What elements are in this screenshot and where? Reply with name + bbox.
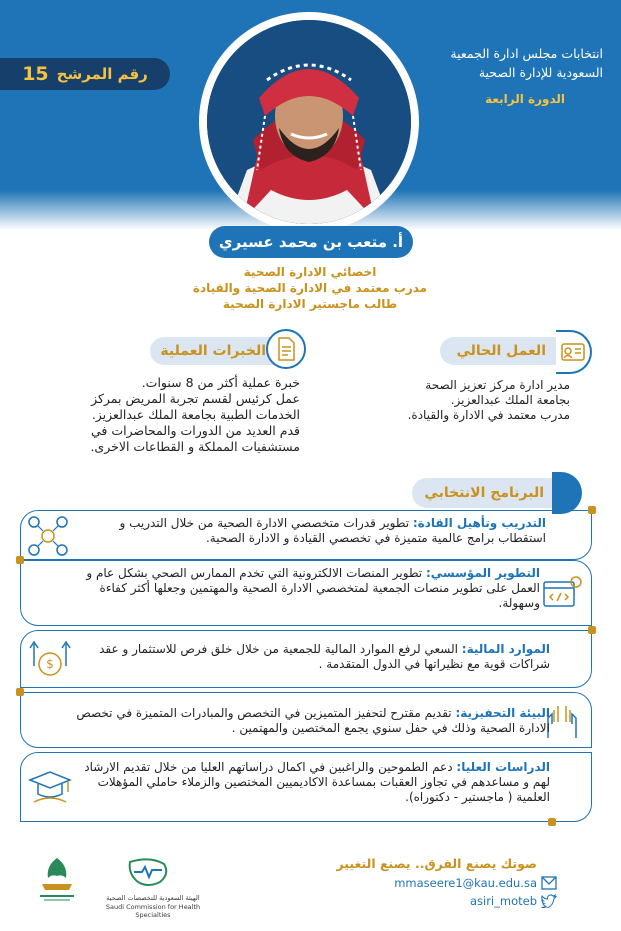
candidate-number-badge (0, 58, 170, 90)
current-work-line: مدرب معتمد في الادارة والقيادة. (407, 408, 570, 422)
svg-text:$: $ (46, 657, 54, 671)
experience-text (60, 375, 300, 455)
team-network-icon (24, 512, 72, 560)
current-work-line: بجامعة الملك عبدالعزيز. (450, 393, 570, 407)
program-item-body: تطوير المنصات الالكترونية التي تخدم الممارس الصحي بشكل عام و العمل على تطوير منصات الجمعية لمتخصصي الادارة الصحية والمهتمين وجعلها أكثر كفاءة وسهولة. (86, 566, 540, 610)
candidate-portrait (207, 20, 411, 224)
title-line: مدرب معتمد في الادارة الصحية والقيادة (192, 281, 428, 295)
program-item (20, 692, 592, 748)
scfhs-logo-english: Saudi Commission for Health Specialties (105, 903, 201, 919)
program-item (20, 560, 592, 626)
program-item-text (82, 760, 550, 805)
program-heading-accent (552, 472, 582, 514)
election-round: الدورة الرابعة (485, 92, 565, 106)
corner-marker (548, 818, 556, 826)
experience-line: عمل كرئيس لقسم تجربة المريض بمركز (91, 391, 300, 406)
association-logo (36, 856, 78, 902)
money-growth-icon (26, 634, 74, 682)
document-icon (266, 329, 306, 369)
program-item-text (90, 516, 546, 546)
title-line: طالب ماجستير الادارة الصحية (222, 297, 398, 311)
experience-heading: الخبرات العملية (150, 337, 280, 365)
scfhs-logo-arabic: الهيئة السعودية للتخصصات الصحية (106, 894, 200, 902)
program-item-body: تقديم مقترح لتحفيز المتميزين في التخصص والمبادرات المتميزة في تخصص الادارة الصحية وذلك في حفل سنوي يجمع المختصين والمهتمين . (76, 706, 550, 735)
current-work-heading: العمل الحالي (440, 337, 560, 365)
program-item-title: البيئة التحفيزية: (455, 706, 550, 720)
corner-marker (16, 688, 24, 696)
program-heading: البرنامج الانتخابي (412, 478, 562, 508)
candidate-titles (170, 264, 450, 312)
contact-twitter[interactable]: asiri_moteb (469, 894, 537, 908)
program-item-title: الدراسات العليا: (456, 760, 550, 774)
program-item-title: التدريب وتأهيل القادة: (412, 516, 546, 530)
experience-line: خبرة عملية أكثر من 8 سنوات. (141, 375, 300, 390)
program-item-title: التطوير المؤسسي: (425, 566, 540, 580)
experience-line: قدم العديد من الدورات والمحاضرات في (91, 423, 300, 438)
corner-marker (588, 506, 596, 514)
program-item-text (70, 706, 550, 736)
contact-email[interactable]: mmaseere1@kau.edu.sa (394, 876, 537, 890)
program-item-body: دعم الطموحين والراغبين في اكمال دراساتهم العليا من خلال تقديم الارشاد لهم و مساعدهم في تجاوز العقبات بمساعدة الاكاديميين المختصين والزملاء حاملي المؤهلات العلمية ( ماجستير - دكتوراه). (84, 760, 550, 804)
experience-line: مستشفيات المملكة و القطاعات الاخرى. (90, 439, 300, 454)
campaign-slogan: صوتك يصنع الفرق.. يصنع التغيير (336, 856, 537, 871)
current-work-line: مدير ادارة مركز تعزيز الصحة (425, 378, 570, 392)
twitter-icon (541, 894, 557, 908)
program-item (20, 630, 592, 688)
corner-marker (588, 626, 596, 634)
candidate-number: 15 (22, 63, 49, 85)
current-work-text (378, 378, 570, 423)
program-item-title: الموارد المالية: (461, 642, 550, 656)
portrait-illustration (207, 20, 411, 224)
election-title: انتخابات مجلس ادارة الجمعية السعودية للإدارة الصحية (450, 46, 603, 80)
code-settings-icon (538, 570, 586, 618)
program-item-body: السعي لرفع الموارد المالية للجمعية من خلال خلق فرص للاستثمار و عقد شراكات قوية مع نظيراتها في الدول المتقدمة . (99, 642, 550, 671)
program-item-body: تطوير قدرات متخصصي الادارة الصحية من خلال التدريب و استقطاب برامج عالمية متميزة في تخصصي القيادة و الادارة الصحية. (119, 516, 546, 545)
title-line: اخصائي الادارة الصحية (243, 265, 377, 279)
portrait-frame (199, 12, 419, 232)
program-item-text (90, 642, 550, 672)
graduation-cap-icon (26, 762, 74, 810)
program-item (20, 510, 592, 560)
candidate-name: أ. متعب بن محمد عسيري (209, 226, 413, 258)
candidate-number-label: رقم المرشح (56, 65, 148, 83)
experience-line: الخدمات الطبية بجامعة الملك عبدالعزيز. (91, 407, 300, 422)
program-item (20, 752, 592, 822)
email-icon (541, 876, 557, 890)
program-item-text (56, 566, 540, 611)
corner-marker (16, 556, 24, 564)
id-card-icon (556, 330, 592, 374)
